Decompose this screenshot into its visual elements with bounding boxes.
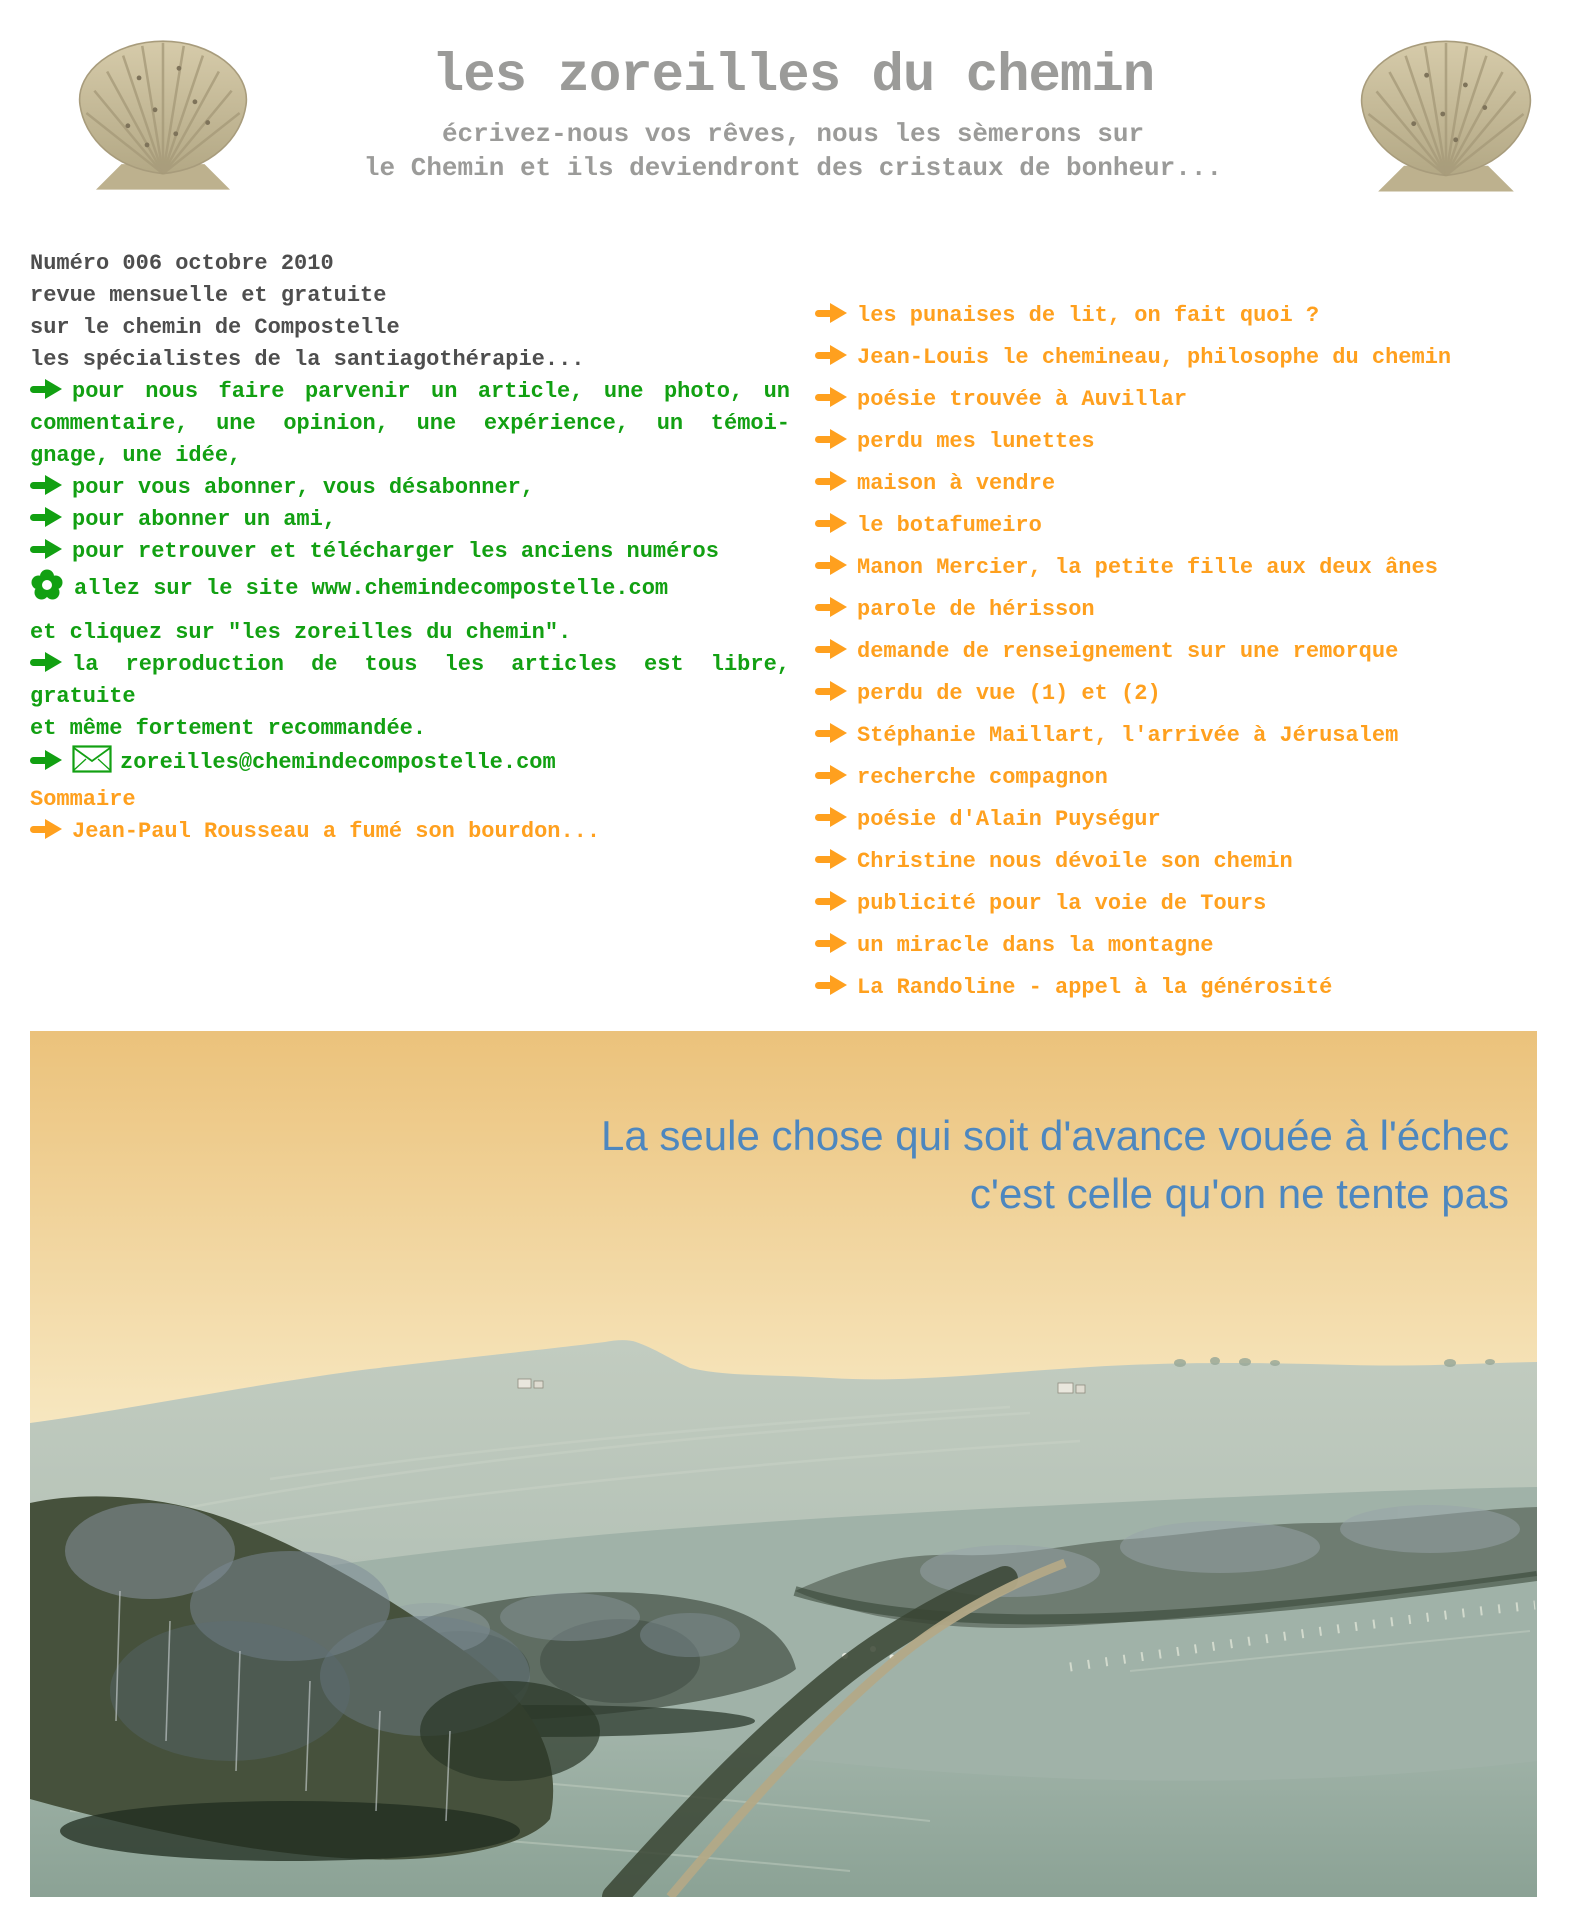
arrow-icon (815, 975, 849, 995)
arrow-icon (815, 513, 849, 533)
sommaire-item-label: un miracle dans la montagne (857, 933, 1214, 958)
sommaire-item[interactable] (815, 300, 1563, 332)
scallop-shell-icon (1346, 30, 1546, 198)
website-line-2: et cliquez sur "les zoreilles du chemin". (30, 620, 572, 645)
sommaire-item-label: les punaises de lit, on fait quoi ? (857, 303, 1320, 328)
website-info (30, 568, 790, 617)
sommaire-item[interactable] (815, 762, 1563, 794)
sommaire-item[interactable] (815, 678, 1563, 710)
arrow-icon (30, 750, 64, 770)
left-column (30, 248, 790, 848)
sommaire-item-label: le botafumeiro (857, 513, 1042, 538)
arrow-icon (30, 539, 64, 559)
flower-icon (30, 568, 64, 617)
arrow-icon (815, 639, 849, 659)
sommaire-item-label: perdu de vue (1) et (2) (857, 681, 1161, 706)
quote-line-2: c'est celle qu'on ne tente pas (969, 1170, 1509, 1217)
arrow-icon (815, 429, 849, 449)
sommaire-item[interactable] (815, 720, 1563, 752)
sommaire-item[interactable] (815, 804, 1563, 836)
reproduction-line-2: et même fortement recommandée. (30, 716, 427, 741)
sommaire-item[interactable] (815, 510, 1563, 542)
arrow-icon (815, 723, 849, 743)
arrow-icon (815, 345, 849, 365)
envelope-icon (72, 745, 112, 784)
sommaire-item[interactable] (815, 846, 1563, 878)
website-line-1: allez sur le site www.chemindecompostelle.com (74, 576, 669, 601)
sommaire-item-label: La Randoline - appel à la générosité (857, 975, 1333, 1000)
sommaire-list (815, 300, 1563, 1014)
arrow-icon (815, 681, 849, 701)
sommaire-item-label: Jean-Louis le chemineau, philosophe du chemin (857, 345, 1452, 370)
reproduction-line-1: la reproduction de tous les articles est libre, gratuite (30, 652, 790, 709)
arrow-icon (815, 387, 849, 407)
subscribe-info (30, 472, 790, 504)
contact-email-row (30, 745, 790, 784)
sommaire-heading: Sommaire (30, 787, 136, 812)
sommaire-item-label: maison à vendre (857, 471, 1056, 496)
sommaire-item-label: Manon Mercier, la petite fille aux deux ânes (857, 555, 1438, 580)
sommaire-item-label: Stéphanie Maillart, l'arrivée à Jérusalem (857, 723, 1399, 748)
sommaire-item[interactable] (815, 972, 1563, 1004)
sommaire-item-label: Jean-Paul Rousseau a fumé son bourdon... (72, 819, 601, 844)
arrow-icon (815, 849, 849, 869)
newsletter-title: les zoreilles du chemin (431, 46, 1155, 107)
sommaire-item-label: perdu mes lunettes (857, 429, 1095, 454)
sommaire-item-label: poésie trouvée à Auvillar (857, 387, 1188, 412)
subtitle-line-1: écrivez-nous vos rêves, nous les sèmerons sur (441, 119, 1145, 149)
archives-label: pour retrouver et télécharger les anciens numéros (72, 539, 719, 564)
sommaire-item-label: demande de renseignement sur une remorque (857, 639, 1399, 664)
sommaire-item[interactable] (815, 342, 1563, 374)
sommaire-item[interactable] (815, 468, 1563, 500)
sommaire-item-label: publicité pour la voie de Tours (857, 891, 1267, 916)
issue-description-line-2: sur le chemin de Compostelle (30, 315, 400, 340)
sommaire-item[interactable] (815, 594, 1563, 626)
submit-info-line-2: commentaire, une opinion, une expérience, un témoi- (30, 411, 790, 436)
subtitle-line-2: le Chemin et ils deviendront des cristaux de bonheur... (363, 153, 1223, 183)
sommaire-item[interactable] (815, 636, 1563, 668)
subscribe-friend-label: pour abonner un ami, (72, 507, 337, 532)
sommaire-item[interactable] (30, 816, 790, 848)
arrow-icon (815, 933, 849, 953)
sommaire-item[interactable] (815, 426, 1563, 458)
scallop-shell-icon (50, 30, 276, 196)
sommaire-item[interactable] (815, 384, 1563, 416)
arrow-icon (30, 819, 64, 839)
submit-info-line-3: gnage, une idée, (30, 443, 242, 468)
arrow-icon (815, 303, 849, 323)
newsletter-header (0, 0, 1586, 220)
arrow-icon (815, 471, 849, 491)
issue-tagline: les spécialistes de la santiagothérapie... (30, 347, 585, 372)
sommaire-item[interactable] (815, 930, 1563, 962)
arrow-icon (815, 597, 849, 617)
arrow-icon (815, 765, 849, 785)
submit-info-line-1: pour nous faire parvenir un article, une photo, un (72, 379, 790, 404)
issue-number: Numéro 006 octobre 2010 (30, 251, 334, 276)
sommaire-item-label: poésie d'Alain Puységur (857, 807, 1161, 832)
sommaire-item[interactable] (815, 552, 1563, 584)
reproduction-info (30, 649, 790, 745)
sommaire-item-label: parole de hérisson (857, 597, 1095, 622)
arrow-icon (30, 379, 64, 399)
sommaire-item-label: recherche compagnon (857, 765, 1108, 790)
submit-info (30, 376, 790, 472)
arrow-icon (30, 652, 64, 672)
issue-description-line-1: revue mensuelle et gratuite (30, 283, 387, 308)
arrow-icon (30, 507, 64, 527)
landscape-photo (30, 1031, 1537, 1897)
sommaire-item-label: Christine nous dévoile son chemin (857, 849, 1293, 874)
arrow-icon (30, 475, 64, 495)
issue-description (30, 280, 790, 344)
quote-line-1: La seule chose qui soit d'avance vouée à l'échec (601, 1112, 1509, 1159)
email-address[interactable]: zoreilles@chemindecompostelle.com (120, 750, 556, 775)
photo-quote (601, 1107, 1509, 1223)
arrow-icon (815, 555, 849, 575)
sommaire-item[interactable] (815, 888, 1563, 920)
subscribe-friend-info (30, 504, 790, 536)
subscribe-info-label: pour vous abonner, vous désabonner, (72, 475, 535, 500)
arrow-icon (815, 891, 849, 911)
archives-info (30, 536, 790, 568)
arrow-icon (815, 807, 849, 827)
